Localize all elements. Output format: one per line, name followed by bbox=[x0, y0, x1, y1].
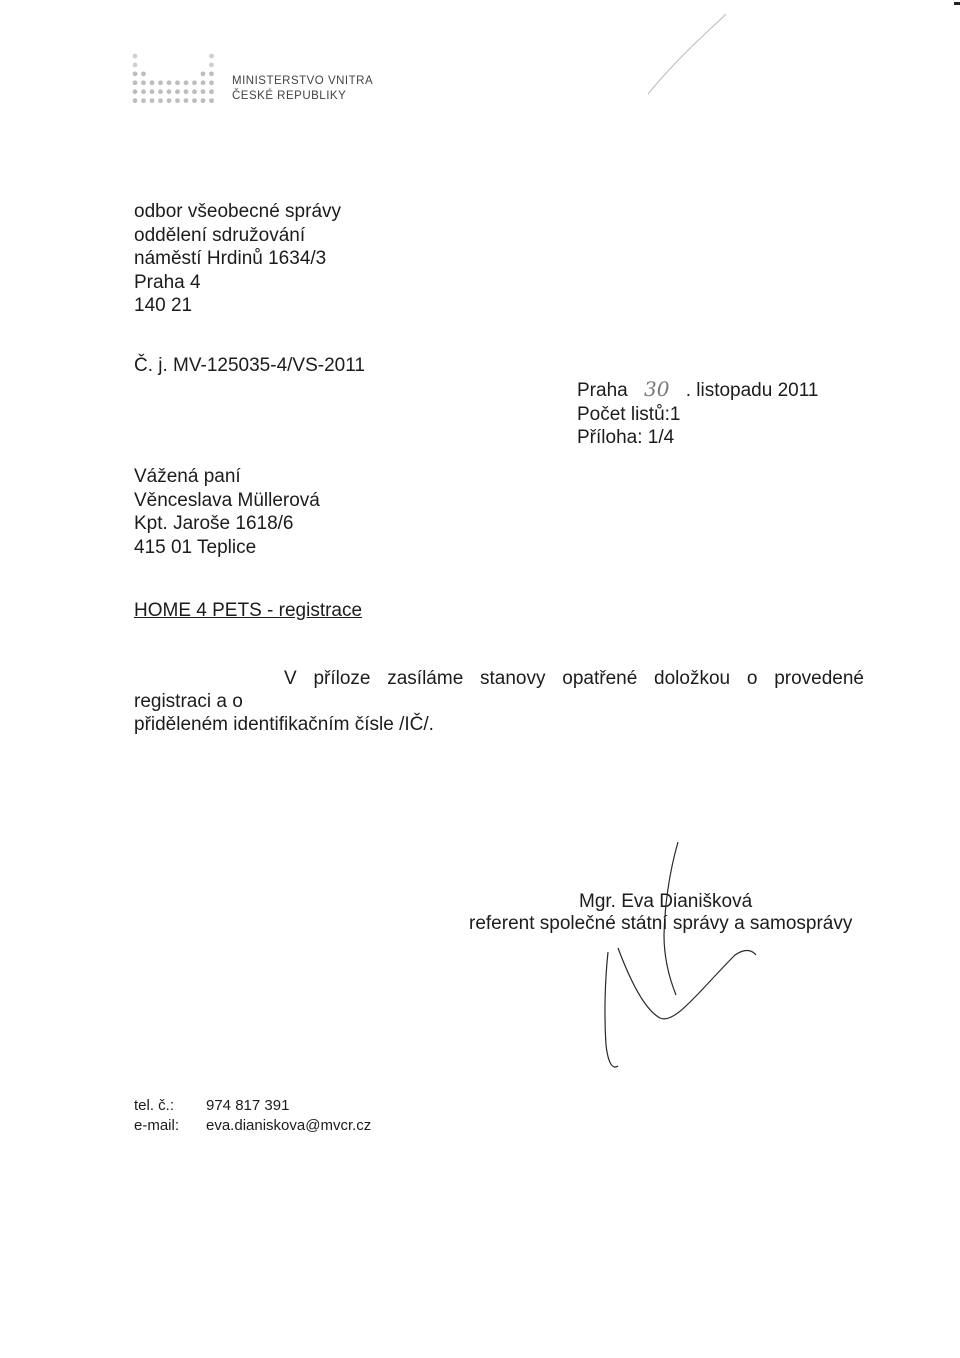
date-city: Praha bbox=[577, 380, 628, 401]
sender-line: oddělení sdružování bbox=[134, 224, 306, 246]
sheet-count: Počet listů:1 bbox=[577, 403, 681, 425]
recipient-line: Věnceslava Müllerová bbox=[134, 489, 320, 511]
body-text-1: V příloze zasíláme stanovy opatřené doložkou o provedené registraci a o bbox=[134, 668, 864, 712]
contact-label: e-mail: bbox=[134, 1117, 180, 1134]
ministry-logo-icon bbox=[130, 48, 225, 123]
letterhead-line-1: MINISTERSTVO VNITRA bbox=[232, 75, 374, 87]
corner-mark bbox=[954, 2, 960, 5]
contact-row-email bbox=[134, 1116, 371, 1136]
contact-block bbox=[134, 1096, 371, 1136]
sender-line: odbor všeobecné správy bbox=[134, 201, 342, 222]
recipient-line: Kpt. Jaroše 1618/6 bbox=[134, 513, 294, 534]
body-line-2: přiděleném identifikačním čísle /IČ/. bbox=[134, 714, 434, 735]
attachment-count: Příloha: 1/4 bbox=[577, 427, 675, 448]
sender-line: náměstí Hrdinů 1634/3 bbox=[134, 248, 327, 269]
signatory-name: Mgr. Eva Dianišková bbox=[579, 891, 753, 912]
phone-number: 974 817 391 bbox=[206, 1097, 290, 1114]
subject-line: HOME 4 PETS - registrace bbox=[134, 600, 363, 621]
contact-row-phone bbox=[134, 1096, 371, 1116]
pen-stroke-mark bbox=[640, 10, 730, 100]
recipient-address bbox=[134, 465, 320, 559]
date-block bbox=[577, 378, 818, 450]
recipient-line: 415 01 Teplice bbox=[134, 536, 257, 558]
date-line bbox=[577, 378, 818, 403]
signatory-role: referent společné státní správy a samosprávy bbox=[469, 913, 853, 934]
contact-label: tel. č.: bbox=[134, 1097, 175, 1114]
date-day-handwritten: 30 bbox=[643, 377, 670, 401]
handwritten-signature bbox=[560, 830, 780, 1090]
date-month-year: . listopadu 2011 bbox=[685, 380, 819, 401]
letterhead bbox=[232, 74, 373, 104]
recipient-line: Vážená paní bbox=[134, 466, 241, 487]
letter-body bbox=[134, 667, 864, 736]
sender-line: 140 21 bbox=[134, 295, 193, 316]
letterhead-line-2: ČESKÉ REPUBLIKY bbox=[232, 90, 347, 102]
sender-address bbox=[134, 200, 341, 318]
reference-number: Č. j. MV-125035-4/VS-2011 bbox=[134, 355, 365, 376]
email-address[interactable]: eva.dianiskova@mvcr.cz bbox=[206, 1117, 372, 1134]
body-line-1 bbox=[134, 667, 864, 713]
sender-line: Praha 4 bbox=[134, 271, 201, 293]
